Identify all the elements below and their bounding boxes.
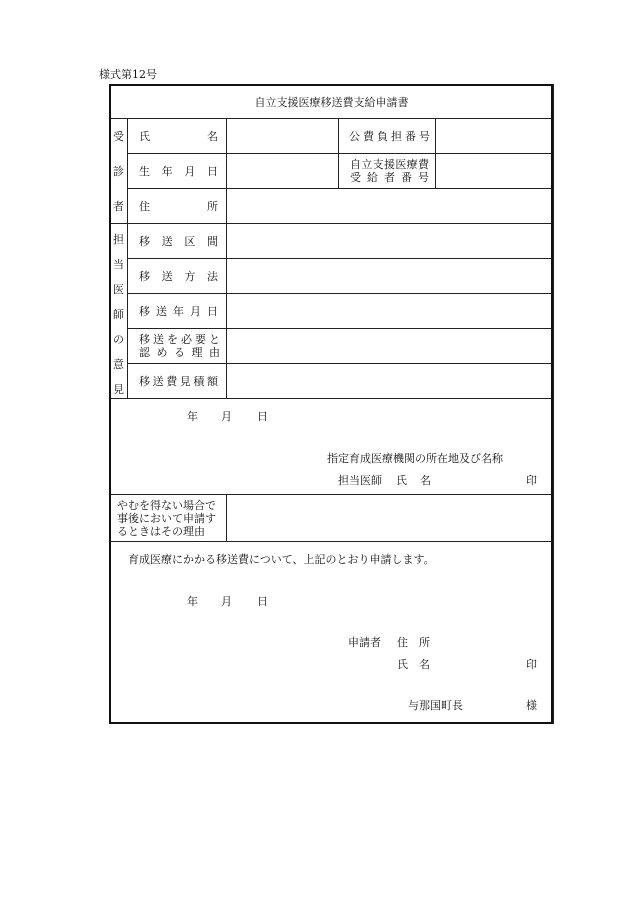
late-reason-line: やむを得ない場合で xyxy=(117,498,216,512)
label-char: 移 xyxy=(139,270,150,283)
doctor-section-char: 意 xyxy=(113,358,124,371)
patient-section-char: 診 xyxy=(113,165,124,178)
label-char: と xyxy=(209,333,220,346)
applicant-name-char: 名 xyxy=(419,658,430,671)
label-char: 送 xyxy=(161,270,173,283)
applicant-seal-mark: 印 xyxy=(526,658,537,671)
recipient-number-label-cell xyxy=(339,154,436,189)
doctor-opinion-section-label xyxy=(110,224,128,399)
label-char: 生 xyxy=(139,165,150,178)
late-reason-line: るときはその理由 xyxy=(117,524,205,538)
label-char: 送 xyxy=(161,235,173,248)
method-label-cell xyxy=(128,259,227,294)
late-reason-field[interactable] xyxy=(227,495,554,542)
late-reason-line: 事後において申請す xyxy=(117,511,216,525)
cost-estimate-field[interactable] xyxy=(227,364,554,399)
doctor-name-char: 名 xyxy=(420,474,431,487)
addressee-name: 与那国町長 xyxy=(408,699,463,712)
apply-month: 月 xyxy=(221,595,232,608)
label-char: 積 xyxy=(193,375,205,388)
method-field[interactable] xyxy=(227,259,554,294)
doctor-name-char: 氏 xyxy=(396,474,407,487)
dob-label-cell xyxy=(128,154,227,189)
label-char: 療 xyxy=(406,158,418,171)
applicant-name-char: 氏 xyxy=(397,658,408,671)
patient-address-field[interactable] xyxy=(227,189,554,224)
application-form xyxy=(109,84,554,724)
doctor-title: 担当医師 xyxy=(338,474,382,487)
address-label-cell xyxy=(128,189,227,224)
patient-section-char: 受 xyxy=(113,130,124,143)
label-char: 番 xyxy=(401,171,412,184)
label-char: 移 xyxy=(139,235,150,248)
label-char: 自 xyxy=(350,158,361,171)
label-char: 氏 xyxy=(139,130,150,143)
label-char: 給 xyxy=(367,171,378,184)
doctor-section-char: 師 xyxy=(113,308,124,321)
label-char: 見 xyxy=(179,375,191,388)
application-declaration-block xyxy=(110,542,554,724)
label-char: る xyxy=(174,346,185,359)
apply-year: 年 xyxy=(187,595,198,608)
label-char: 日 xyxy=(206,165,218,178)
late-reason-label-cell xyxy=(110,495,227,542)
label-char: 立 xyxy=(361,158,373,171)
label-char: 名 xyxy=(207,130,218,143)
recipient-number-field[interactable] xyxy=(436,154,554,189)
label-char: 区 xyxy=(184,235,196,248)
label-char: 日 xyxy=(207,305,218,318)
label-char: 送 xyxy=(156,305,167,318)
label-char: 負 xyxy=(377,130,388,143)
institution-label: 指定育成医療機関の所在地及び名称 xyxy=(327,452,503,465)
label-char: 月 xyxy=(190,305,201,318)
label-char: 額 xyxy=(206,375,218,388)
form-title: 自立支援医療移送費支給申請書 xyxy=(110,85,554,119)
route-field[interactable] xyxy=(227,224,554,259)
patient-section-label xyxy=(110,119,128,224)
label-char: 送 xyxy=(152,375,164,388)
applicant-address-char: 所 xyxy=(419,636,430,649)
label-char: 送 xyxy=(153,333,164,346)
doctor-section-char: 見 xyxy=(113,383,124,396)
patient-name-field[interactable] xyxy=(227,119,339,154)
label-char: 間 xyxy=(206,235,218,248)
patient-section-char: 者 xyxy=(113,200,124,213)
label-char: 受 xyxy=(350,171,361,184)
apply-day: 日 xyxy=(257,595,268,608)
label-char: 法 xyxy=(206,270,218,283)
route-label-cell xyxy=(128,224,227,259)
label-char: 必 xyxy=(181,333,192,346)
cert-year: 年 xyxy=(187,410,198,423)
label-char: 医 xyxy=(395,158,407,171)
necessity-reason-field[interactable] xyxy=(227,329,554,364)
label-char: 由 xyxy=(209,346,220,359)
doctor-certification-block xyxy=(110,399,554,495)
label-char: め xyxy=(156,346,168,359)
label-char: 認 xyxy=(139,346,150,359)
transfer-date-label-cell xyxy=(128,294,227,329)
cert-day: 日 xyxy=(257,410,268,423)
label-char: 担 xyxy=(391,130,402,143)
label-char: を xyxy=(167,333,178,346)
label-char: 住 xyxy=(139,200,150,213)
transfer-date-field[interactable] xyxy=(227,294,554,329)
applicant-title: 申請者 xyxy=(348,636,381,649)
name-label-cell xyxy=(128,119,227,154)
label-char: 者 xyxy=(384,171,395,184)
label-char: 費 xyxy=(417,158,429,171)
addressee-honorific: 様 xyxy=(526,699,537,712)
label-char: 支 xyxy=(372,158,384,171)
doctor-section-char: 医 xyxy=(113,283,124,296)
cost-estimate-label-cell xyxy=(128,364,227,399)
label-char: 移 xyxy=(139,305,150,318)
doctor-section-char: 担 xyxy=(113,233,124,246)
label-char: 年 xyxy=(173,305,184,318)
form-number: 様式第12号 xyxy=(99,68,157,81)
applicant-address-char: 住 xyxy=(397,636,408,649)
label-char: 移 xyxy=(139,375,150,388)
label-char: 所 xyxy=(207,200,218,213)
label-char: 公 xyxy=(349,130,360,143)
public-number-field[interactable] xyxy=(436,119,554,154)
public-number-label-cell xyxy=(339,119,436,154)
label-char: 要 xyxy=(195,333,206,346)
label-char: 月 xyxy=(184,165,196,178)
label-char: 方 xyxy=(184,270,196,283)
label-char: 理 xyxy=(191,346,203,359)
label-char: 号 xyxy=(419,130,430,143)
cert-month: 月 xyxy=(221,410,232,423)
doctor-seal-mark: 印 xyxy=(526,474,537,487)
patient-dob-field[interactable] xyxy=(227,154,339,189)
doctor-section-char: 当 xyxy=(113,258,124,271)
label-char: 移 xyxy=(139,333,150,346)
declaration-text: 育成医療にかかる移送費について、上記のとおり申請します。 xyxy=(128,553,435,566)
label-char: 費 xyxy=(363,130,374,143)
label-char: 年 xyxy=(161,165,173,178)
necessity-reason-label-cell xyxy=(128,329,227,364)
doctor-section-char: の xyxy=(113,333,124,346)
label-char: 費 xyxy=(166,375,178,388)
label-char: 援 xyxy=(383,158,395,171)
label-char: 号 xyxy=(418,171,429,184)
label-char: 番 xyxy=(405,130,416,143)
